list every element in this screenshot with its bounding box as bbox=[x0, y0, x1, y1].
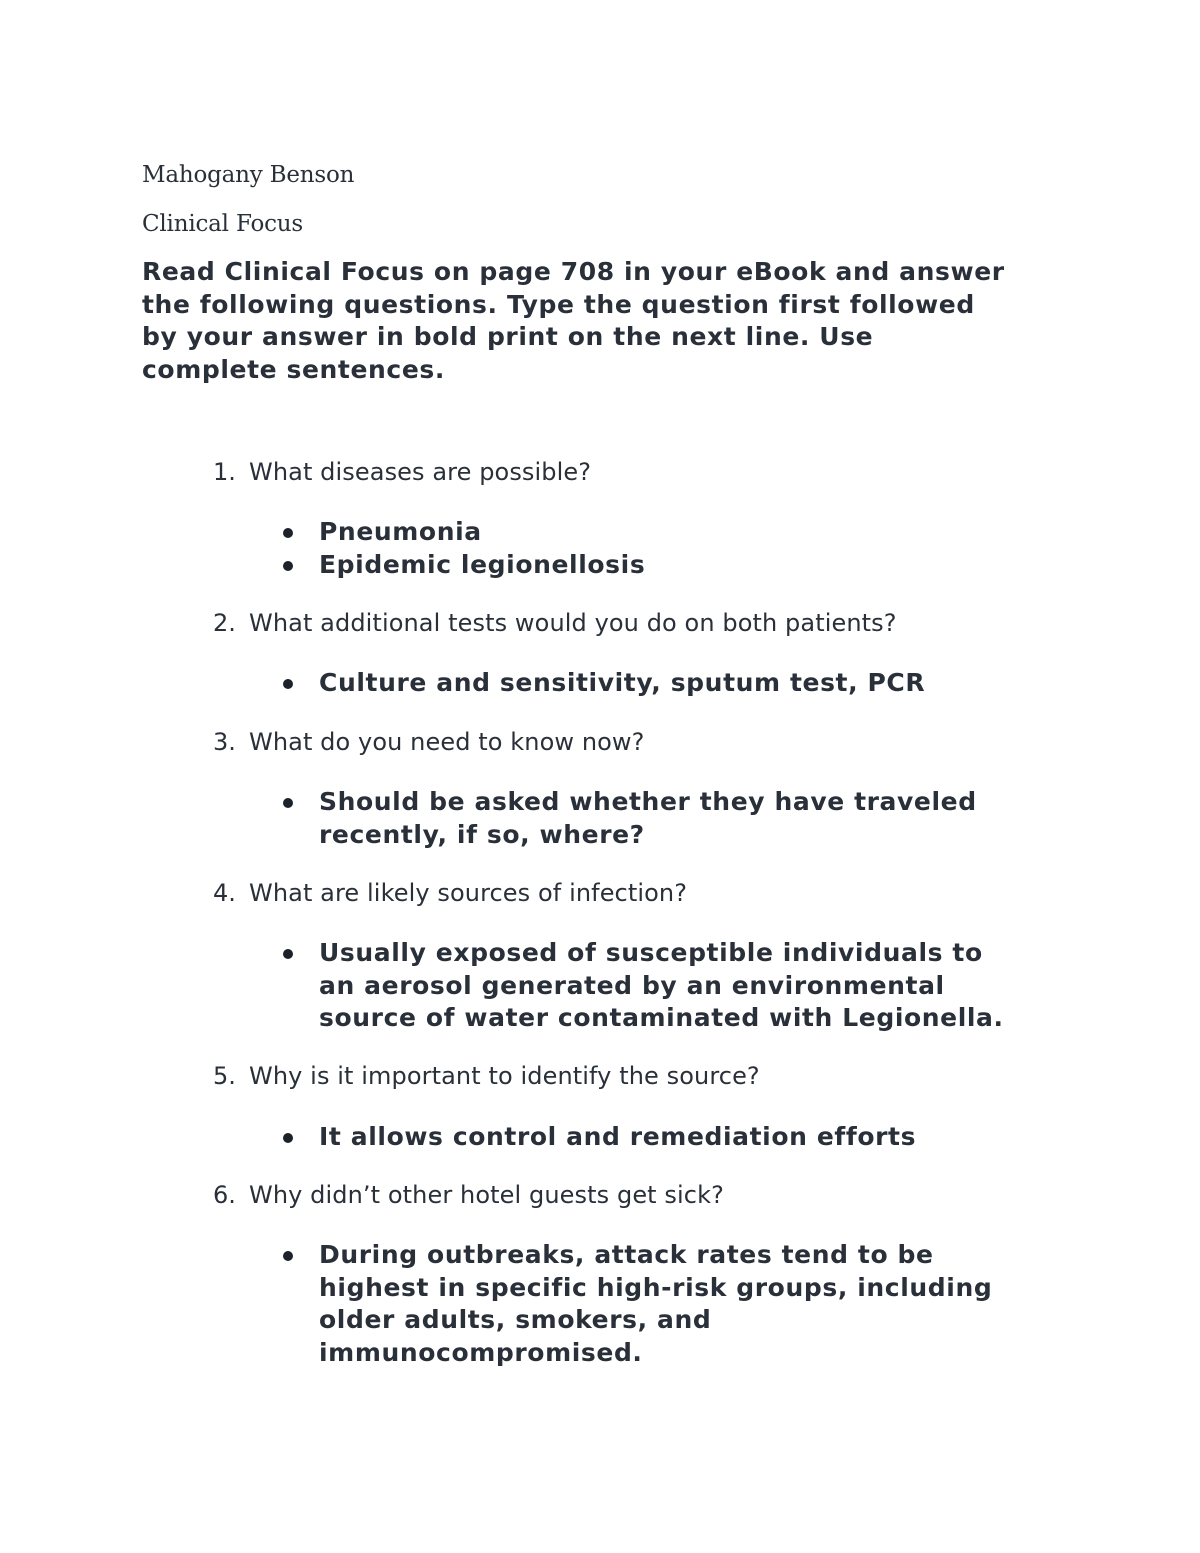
bullet-icon bbox=[283, 1133, 293, 1143]
answer-text: It allows control and remediation efforts bbox=[319, 1122, 917, 1151]
answer-text: Pneumonia bbox=[319, 517, 482, 546]
answer-text: Epidemic legionellosis bbox=[319, 550, 646, 579]
question-number: 6. bbox=[213, 1181, 236, 1209]
course-title: Clinical Focus bbox=[142, 211, 303, 237]
question-text: What are likely sources of infection? bbox=[249, 879, 688, 907]
bullet-icon bbox=[283, 561, 293, 571]
answer-text: Culture and sensitivity, sputum test, PCR bbox=[319, 668, 926, 697]
question-number: 1. bbox=[213, 458, 236, 486]
answer-text: Usually exposed of susceptible individuals to an aerosol generated by an environmental source of water contaminated with Legionella. bbox=[319, 938, 1004, 1032]
bullet-icon bbox=[283, 1251, 293, 1261]
question-number: 3. bbox=[213, 728, 236, 756]
question-number: 5. bbox=[213, 1062, 236, 1090]
question-text: What additional tests would you do on both patients? bbox=[249, 609, 897, 637]
assignment-instructions: Read Clinical Focus on page 708 in your eBook and answer the following questions. Type the question first followed by your answer in bold print on the next line. Use complete sentences. bbox=[142, 257, 1005, 384]
answer-text: During outbreaks, attack rates tend to be highest in specific high-risk groups, including older adults, smokers, and immunocompromised. bbox=[319, 1240, 993, 1367]
question-text: Why didn’t other hotel guests get sick? bbox=[249, 1181, 724, 1209]
author-name: Mahogany Benson bbox=[142, 162, 355, 188]
question-text: Why is it important to identify the source? bbox=[249, 1062, 760, 1090]
bullet-icon bbox=[283, 949, 293, 959]
bullet-icon bbox=[283, 798, 293, 808]
question-text: What do you need to know now? bbox=[249, 728, 645, 756]
question-text: What diseases are possible? bbox=[249, 458, 592, 486]
answer-text: Should be asked whether they have traveled recently, if so, where? bbox=[319, 787, 977, 849]
question-number: 2. bbox=[213, 609, 236, 637]
question-number: 4. bbox=[213, 879, 236, 907]
bullet-icon bbox=[283, 528, 293, 538]
bullet-icon bbox=[283, 679, 293, 689]
